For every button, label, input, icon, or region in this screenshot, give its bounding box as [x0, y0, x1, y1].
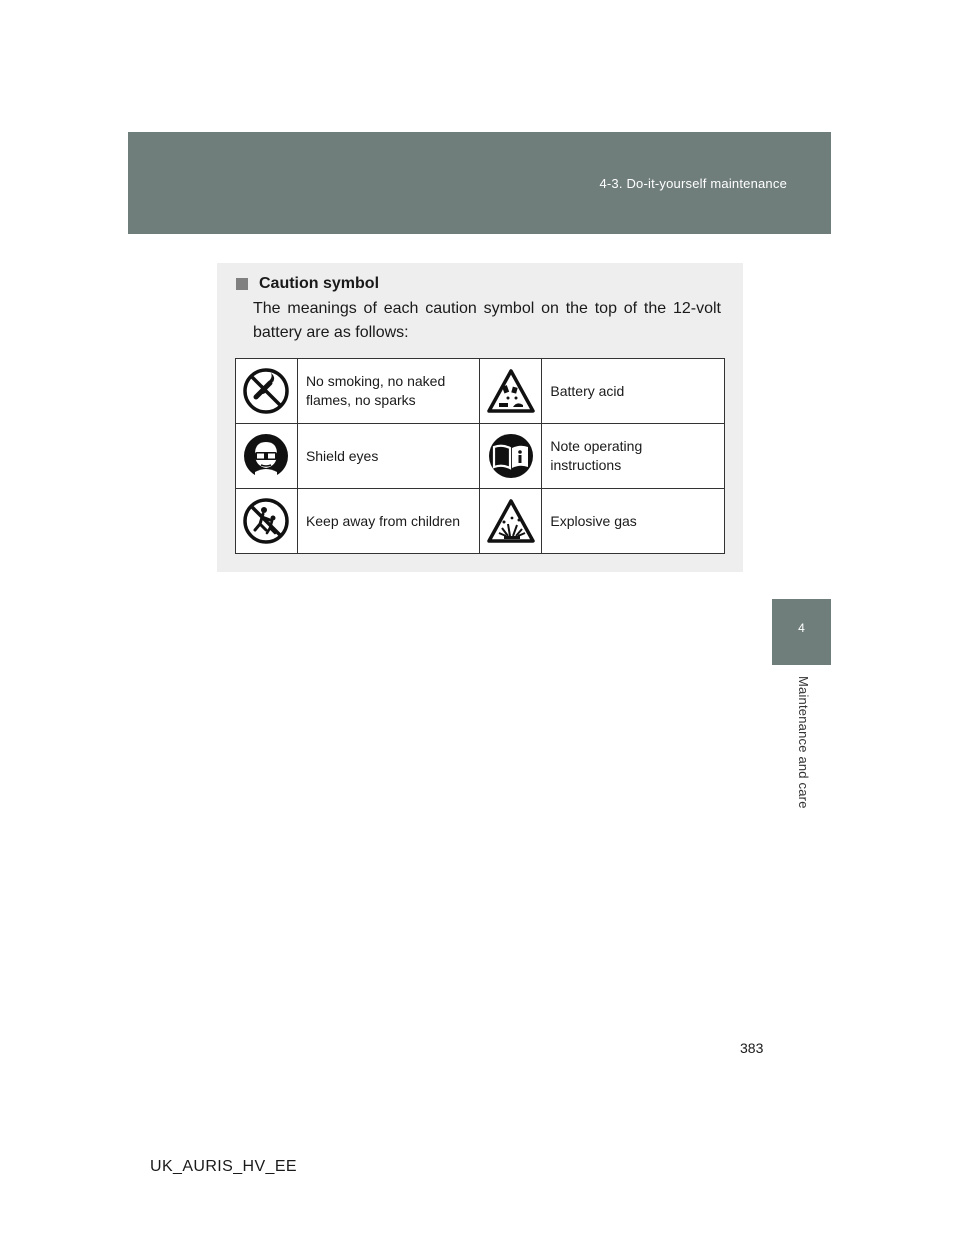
- table-row: [236, 424, 725, 489]
- square-bullet-icon: [236, 278, 248, 290]
- operating-instructions-icon: [487, 432, 535, 480]
- symbol-cell: [480, 489, 542, 554]
- caution-intro: The meanings of each caution symbol on the top of the 12-volt battery are as follows:: [253, 300, 721, 341]
- caution-heading-text: Caution symbol: [259, 275, 380, 292]
- no-smoking-icon: [242, 367, 290, 415]
- keep-children-away-icon: [242, 497, 290, 545]
- symbol-description: Keep away from children: [297, 489, 480, 554]
- caution-symbol-table: [235, 358, 725, 554]
- symbol-description: Note operating instructions: [542, 424, 725, 489]
- page-number: 383: [740, 1040, 764, 1056]
- chapter-number: 4: [798, 621, 805, 635]
- explosive-gas-icon: [486, 498, 536, 544]
- shield-eyes-icon: [242, 432, 290, 480]
- section-title: 4-3. Do-it-yourself maintenance: [599, 176, 787, 191]
- symbol-cell: [480, 424, 542, 489]
- table-row: [236, 489, 725, 554]
- caution-heading: [236, 275, 379, 293]
- chapter-label: Maintenance and care: [796, 676, 811, 809]
- header-band: [128, 132, 831, 234]
- document-code: UK_AURIS_HV_EE: [150, 1158, 297, 1175]
- symbol-description: No smoking, no naked flames, no sparks: [297, 359, 480, 424]
- symbol-description: Battery acid: [542, 359, 725, 424]
- caution-panel: [217, 263, 743, 572]
- table-row: [236, 359, 725, 424]
- battery-acid-icon: [486, 368, 536, 414]
- symbol-cell: [480, 359, 542, 424]
- symbol-cell: [236, 424, 298, 489]
- symbol-cell: [236, 489, 298, 554]
- symbol-description: Explosive gas: [542, 489, 725, 554]
- symbol-cell: [236, 359, 298, 424]
- symbol-description: Shield eyes: [297, 424, 480, 489]
- chapter-tab: [772, 599, 831, 665]
